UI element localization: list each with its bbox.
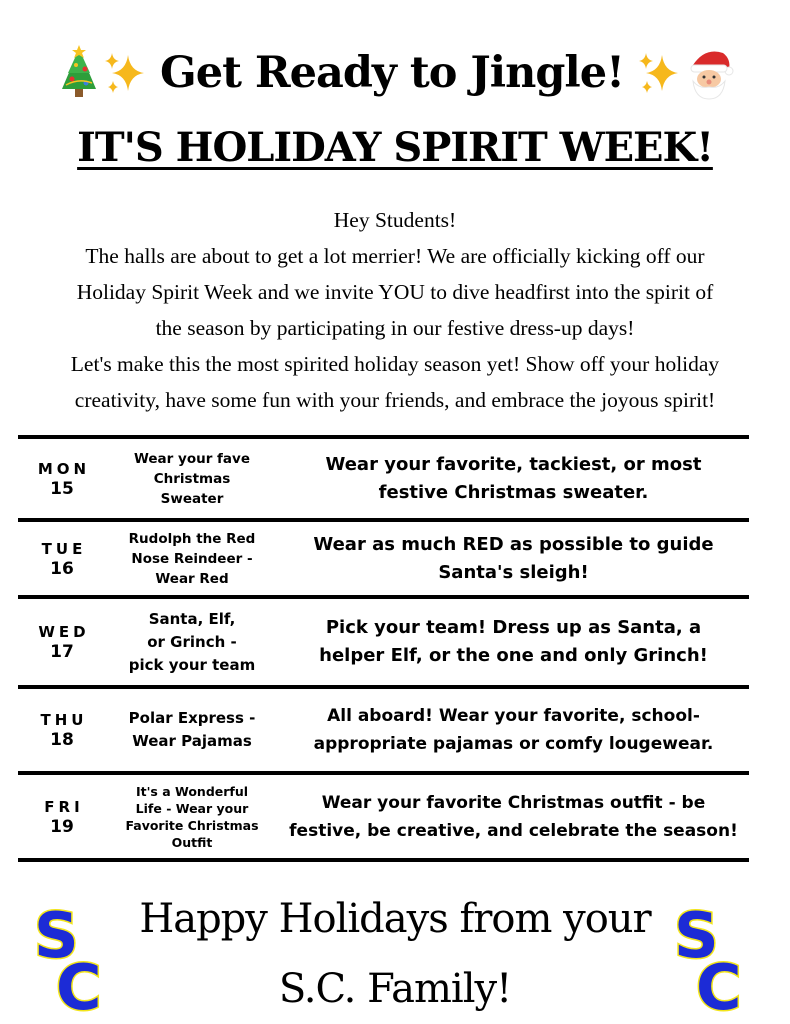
spirit-week-schedule [18, 435, 749, 862]
theme-cell [106, 529, 278, 589]
schedule-row-fri [18, 775, 749, 862]
intro-line: the season by participating in our festive dress-up days! [155, 316, 635, 340]
sparkles-icon [102, 45, 148, 101]
schedule-row-wed [18, 599, 749, 689]
theme-line: Santa, Elf, [148, 609, 236, 628]
day-name: THU [40, 711, 88, 729]
description-cell [278, 789, 749, 845]
day-name: MON [37, 459, 91, 478]
closing-line-2: S.C. Family! [278, 966, 512, 1012]
description-line: Santa's sleigh! [438, 561, 589, 583]
theme-line: pick your team [128, 655, 256, 674]
header [0, 38, 790, 108]
description-line: appropriate pajamas or comfy lougewear. [313, 734, 714, 754]
theme-line: Favorite Christmas [125, 817, 259, 833]
logo-letter-s: S [34, 899, 79, 972]
theme-cell [106, 449, 278, 509]
schedule-row-thu [18, 689, 749, 775]
day-name: WED [38, 623, 90, 641]
theme-line: Wear your fave [133, 450, 250, 467]
day-date: 19 [50, 816, 74, 837]
day-cell [18, 459, 106, 499]
theme-line: Christmas [153, 470, 231, 487]
closing-message [100, 884, 690, 1024]
closing-line-1: Happy Holidays from your [139, 896, 651, 942]
theme-line: Sweater [160, 490, 224, 507]
description-line: Pick your team! Dress up as Santa, a [325, 617, 702, 638]
day-date: 15 [50, 478, 74, 499]
schedule-row-tue [18, 522, 749, 599]
santa-icon [682, 45, 734, 101]
day-cell [18, 539, 106, 579]
logo-letter-s: S [674, 899, 719, 972]
description-cell [278, 702, 749, 758]
day-cell [18, 622, 106, 662]
theme-line: Wear Red [155, 570, 229, 587]
christmas-tree-icon [56, 45, 102, 101]
intro-line: creativity, have some fun with your friends, and embrace the joyous spirit! [74, 388, 716, 412]
day-name: FRI [44, 797, 84, 816]
description-cell [278, 531, 749, 587]
theme-cell [106, 608, 278, 677]
theme-line: Nose Reindeer - [131, 550, 253, 567]
intro-line: Holiday Spirit Week and we invite YOU to dive headfirst into the spirit of [76, 280, 714, 304]
description-line: helper Elf, or the one and only Grinch! [319, 645, 708, 666]
sc-logo [672, 895, 756, 1015]
schedule-row-mon [18, 439, 749, 522]
description-cell [278, 614, 749, 670]
theme-line: Outfit [171, 834, 213, 850]
theme-line: Wear Pajamas [132, 732, 252, 750]
day-date: 16 [50, 558, 74, 579]
intro-line: Hey Students! [333, 208, 457, 232]
theme-cell [106, 783, 278, 851]
day-cell [18, 797, 106, 837]
theme-line: or Grinch - [147, 632, 237, 651]
intro-message [8, 202, 782, 418]
description-line: Wear your favorite, tackiest, or most [325, 453, 702, 475]
description-line: Wear your favorite Christmas outfit - be [321, 792, 706, 813]
description-line: festive, be creative, and celebrate the season! [289, 820, 738, 841]
theme-cell [106, 707, 278, 753]
headline: Get Ready to Jingle! [160, 48, 624, 98]
day-name: TUE [41, 539, 87, 558]
theme-line: Polar Express - [128, 709, 256, 727]
day-cell [18, 710, 106, 750]
day-date: 17 [50, 642, 74, 662]
day-date: 18 [50, 730, 74, 750]
theme-line: Rudolph the Red [128, 530, 256, 547]
subheadline: IT'S HOLIDAY SPIRIT WEEK! [77, 124, 713, 171]
description-cell [278, 451, 749, 507]
theme-line: Life - Wear your [135, 800, 249, 816]
intro-line: Let's make this the most spirited holiday season yet! Show off your holiday [70, 352, 720, 376]
description-line: All aboard! Wear your favorite, school- [327, 706, 700, 726]
description-line: festive Christmas sweater. [378, 481, 649, 503]
intro-line: The halls are about to get a lot merrier! We are officially kicking off our [85, 244, 705, 268]
description-line: Wear as much RED as possible to guide [313, 533, 714, 555]
logo-letter-c: C [56, 951, 102, 1015]
theme-line: It's a Wonderful [135, 783, 249, 799]
logo-letter-c: C [696, 951, 742, 1015]
sparkles-icon [636, 45, 682, 101]
